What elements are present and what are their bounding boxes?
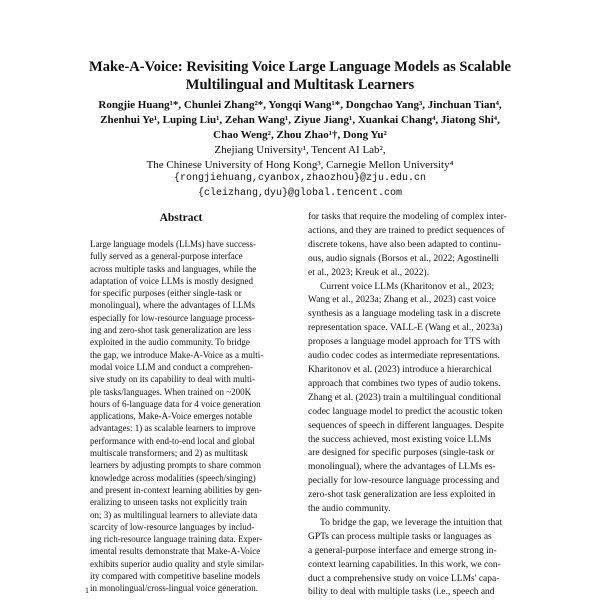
abstract-line: Large language models (LLMs) have success-	[90, 239, 257, 249]
body-text-line: actions, and they are trained to predict sequences of	[308, 225, 505, 236]
abstract-line: ity compared with competitive baseline models	[90, 571, 261, 582]
body-text-line: the success achieved, most existing voice LLMs	[308, 434, 492, 445]
abstract-line: fully served as a general-purpose interface	[90, 251, 243, 262]
body-text-line: zero-shot task generalization are less exploited in	[308, 490, 496, 501]
abstract-line: performance with end-to-end local and global	[90, 435, 255, 446]
abstract-line: advantages: 1) as scalable learners to improve	[90, 423, 256, 434]
body-text-line: GPTs can process multiple tasks or languages as	[308, 531, 492, 542]
abstract-line: modal voice LLM and conduct a comprehen-	[90, 361, 253, 372]
body-text-line: proposes a language model approach for TTS with	[308, 337, 501, 348]
body-text-line: ous, audio signals (Borsos et al., 2022; Agostinelli	[308, 253, 500, 264]
body-text-line: et al., 2023; Kreuk et al., 2022).	[308, 267, 430, 278]
body-text-line: pecially for low-resource language processing and	[308, 476, 500, 487]
abstract-line: in monolingual/cross-lingual voice generation.	[90, 583, 258, 594]
affiliation-line: The Chinese University of Hong Kong³, Carnegie Mellon University⁴	[146, 158, 454, 171]
body-text-line: the audio community.	[308, 504, 391, 515]
body-text-line: representation space. VALL-E (Wang et al., 2023a)	[308, 323, 503, 334]
email-line: {cleizhang,dyu}@global.tencent.com	[197, 187, 403, 199]
abstract-line: hours of 6-language data for 4 voice generation	[90, 398, 261, 409]
body-text-line: synthesis as a language modeling task in a discrete	[308, 309, 501, 320]
abstract-line: and present in-context learning abilities by gen-	[90, 484, 262, 495]
abstract-line: ing rich-resource language training data. Exper-	[90, 534, 263, 545]
body-text-line: discrete tokens, have also been adapted to continu-	[308, 239, 502, 250]
abstract-body	[90, 238, 276, 595]
body-text-line: To bridge the gap, we leverage the intuition that	[320, 517, 503, 528]
abstract-line: especially for low-resource language process-	[90, 312, 255, 323]
abstract-line: ing and zero-shot task generalization are less	[90, 325, 252, 336]
author-line: Chao Weng², Zhou Zhao¹†, Dong Yu²	[213, 129, 387, 141]
abstract-line: across multiple tasks and languages, while the	[90, 263, 257, 274]
abstract-line: learners by adjusting prompts to share common	[90, 460, 261, 471]
affiliations	[50, 143, 550, 201]
abstract-line: exploited in the audio community. To bridge	[90, 337, 250, 348]
abstract-line: applications, Make-A-Voice emerges notable	[90, 411, 253, 422]
body-text-line: Wang et al., 2023a; Zhang et al., 2023) cast voice	[308, 295, 496, 306]
abstract-line: eralizing to unseen tasks not explicitly train	[90, 497, 247, 508]
author-line: Zhenhui Ye¹, Luping Liu¹, Zehan Wang¹, Ziyue Jiang¹, Xuankai Chang⁴, Jiatong Shi⁴,	[100, 114, 500, 126]
abstract-line: for specific purposes (either single-task or	[90, 288, 242, 299]
body-text-line: Kharitonov et al. (2023) introduce a hierarchical	[308, 364, 492, 375]
paper-title	[60, 58, 540, 94]
body-text-line: context learning capabilities. In this work, we con-	[308, 559, 501, 570]
abstract-line: exhibits superior audio quality and style similar-	[90, 558, 265, 569]
abstract-line: ple tasks/languages. When trained on ~200K	[90, 386, 252, 397]
abstract-heading: Abstract	[159, 212, 203, 224]
body-text-line: are designed for specific purposes (single-task or	[308, 448, 495, 459]
email-line: {rongjiehuang,cyanbox,zhaozhou}@zju.edu.cn	[173, 173, 427, 184]
author-line: Rongjie Huang¹*, Chunlei Zhang²*, Yongqi Wang¹*, Dongchao Yang³, Jinchuan Tian⁴,	[98, 99, 502, 111]
abstract-line: knowledge across modalities (speech/singing)	[90, 472, 256, 483]
affiliation-line: Zhejiang University¹, Tencent AI Lab²,	[214, 144, 386, 156]
body-text-line: a general-purpose interface and emerge strong in-	[308, 545, 497, 556]
page-number: 1	[85, 586, 89, 595]
title-line: Make-A-Voice: Revisiting Voice Large Language Models as Scalable	[89, 59, 511, 75]
abstract-line: imental results demonstrate that Make-A-Voice	[90, 546, 261, 557]
body-text-line: codec language model to predict the acoustic token	[308, 406, 503, 417]
abstract-line: adaptation of voice LLMs is mostly designed	[90, 275, 253, 286]
abstract-line: on; 3) as multilingual learners to alleviate data	[90, 509, 258, 520]
body-text-line: monolingual), where the advantages of LLMs es-	[308, 462, 496, 473]
body-text-line: Zhang et al. (2023) train a multilingual conditional	[308, 392, 502, 403]
abstract-line: monolingual), where the advantages of LLMs	[90, 300, 255, 311]
abstract-line: the gap, we introduce Make-A-Voice as a multi-	[90, 349, 264, 360]
title-line: Multilingual and Multitask Learners	[185, 77, 415, 93]
abstract-line: scarcity of low-resource languages by includ-	[90, 521, 255, 532]
body-text-line: for tasks that require the modeling of complex inter-	[308, 212, 507, 222]
body-text-line: sequences of speech in different languages. Despite	[308, 420, 504, 431]
body-text-line: audio codec codes as intermediate representations.	[308, 351, 501, 362]
body-text-line: Current voice LLMs (Kharitonov et al., 2023;	[320, 281, 495, 292]
abstract-line: multiscale transformers; and 2) as multitask	[90, 448, 248, 459]
body-text-line: bility to deal with multiple tasks (i.e., speech and	[308, 587, 495, 598]
abstract-line: sive study on its capability to deal with multi-	[90, 374, 255, 385]
body-text-line: duct a comprehensive study on voice LLMs' capa-	[308, 573, 500, 584]
author-list	[50, 98, 550, 143]
body-text-line: approach that combines two types of audio tokens.	[308, 378, 501, 389]
introduction-column	[308, 211, 540, 600]
